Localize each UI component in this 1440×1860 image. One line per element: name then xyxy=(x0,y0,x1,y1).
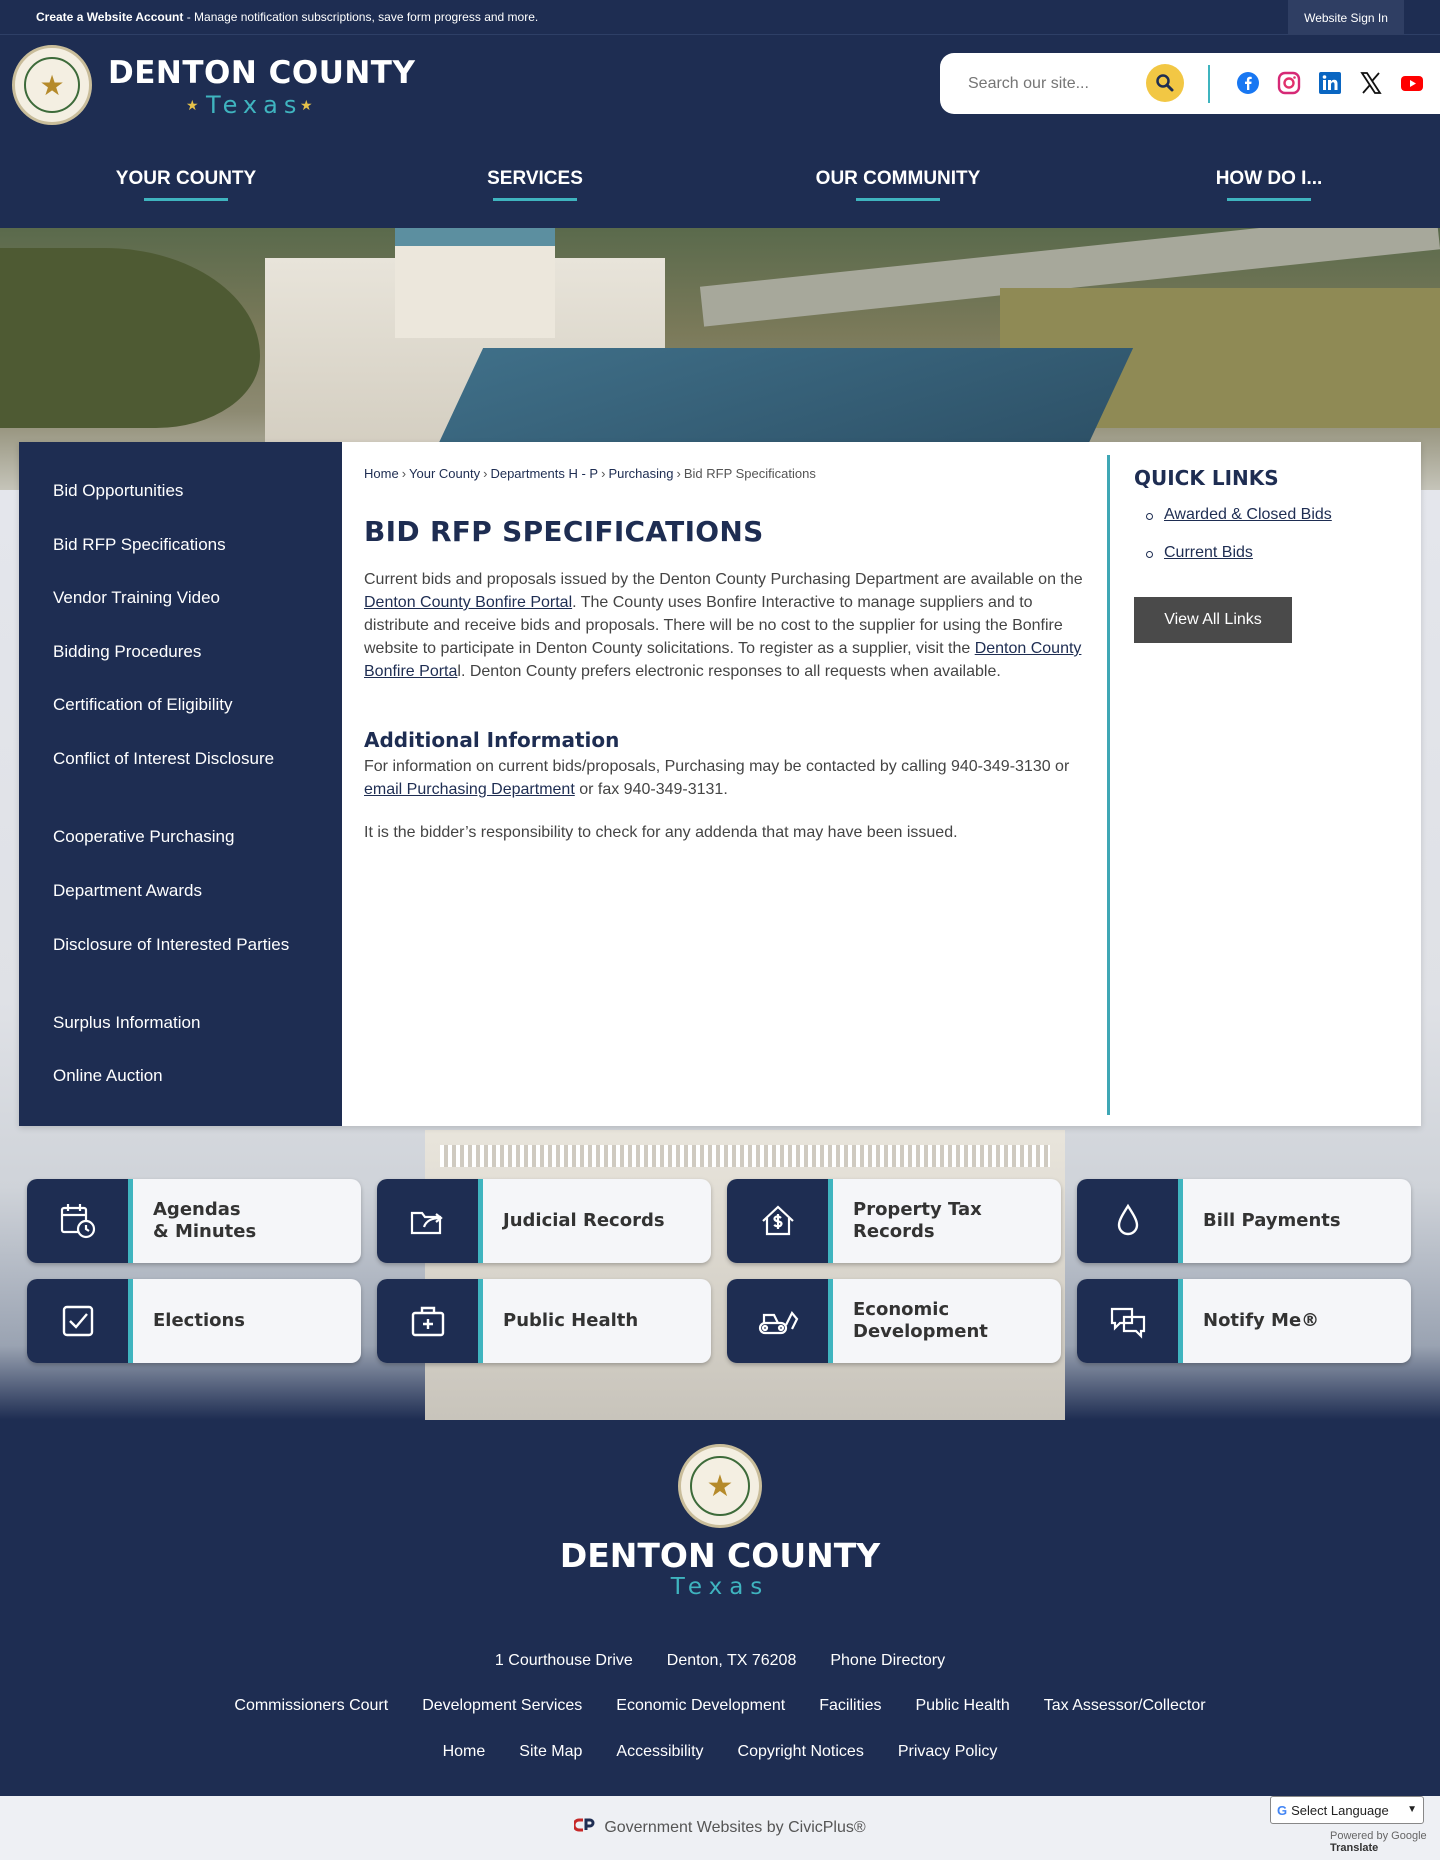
page-title: BID RFP SPECIFICATIONS xyxy=(364,515,764,548)
card-icon-box xyxy=(377,1279,483,1363)
intro-text: l. Denton County prefers electronic responses to all requests when available. xyxy=(457,663,1001,680)
footer-link-economic-development[interactable]: Economic Development xyxy=(616,1697,786,1714)
sidebar xyxy=(19,442,342,1126)
chevron-down-icon: ▼ xyxy=(1407,1804,1417,1815)
nav-label: SERVICES xyxy=(487,168,583,189)
card-icon-box xyxy=(1077,1279,1183,1363)
footer-link-tax-assessor[interactable]: Tax Assessor/Collector xyxy=(1043,1697,1206,1714)
addenda-paragraph: It is the bidder’s responsibility to check for any addenda that may have been issued. xyxy=(364,824,958,841)
card-label xyxy=(853,1279,1053,1363)
card-label xyxy=(853,1179,1053,1263)
card-icon-box xyxy=(27,1279,133,1363)
site-footer xyxy=(0,1420,1440,1796)
breadcrumb-sep: › xyxy=(401,466,407,481)
nav-your-county[interactable] xyxy=(106,168,266,201)
water-drop-icon xyxy=(1108,1201,1148,1241)
nav-our-community[interactable] xyxy=(798,168,998,201)
civicplus-logo-icon xyxy=(574,1818,596,1837)
footer-utility-row xyxy=(0,1743,1440,1761)
nav-how-do-i[interactable] xyxy=(1189,168,1349,201)
footer-site-name: DENTON COUNTY xyxy=(559,1536,881,1575)
card-notify-me[interactable] xyxy=(1077,1279,1411,1363)
star-icon: ★ xyxy=(300,97,313,113)
intro-paragraph xyxy=(364,568,1088,683)
search-icon xyxy=(1155,73,1175,93)
contact-text: For information on current bids/proposals, Purchasing may be contacted by calling 940-349-3130 or xyxy=(364,758,1070,775)
nav-label: OUR COMMUNITY xyxy=(815,168,981,189)
card-elections[interactable] xyxy=(27,1279,361,1363)
sidebar-item-cooperative-purchasing[interactable]: Cooperative Purchasing xyxy=(53,827,235,846)
card-icon-box xyxy=(377,1179,483,1263)
bonfire-portal-link-2[interactable]: Denton County Bonfire Porta xyxy=(364,640,1082,680)
footer-link-commissioners-court[interactable]: Commissioners Court xyxy=(234,1697,389,1714)
sidebar-item-bid-rfp-specifications[interactable]: Bid RFP Specifications xyxy=(53,535,226,554)
view-all-links-button[interactable]: View All Links xyxy=(1134,597,1292,643)
hero-tower xyxy=(395,228,555,338)
star-icon: ★ xyxy=(186,97,199,113)
card-label: Elections xyxy=(153,1310,246,1331)
backdrop-balustrade xyxy=(440,1145,1050,1167)
additional-info-heading: Additional Information xyxy=(364,728,620,752)
search-divider xyxy=(1208,65,1210,103)
account-message-text: - Manage notification subscriptions, save form progress and more. xyxy=(186,10,539,24)
quick-link-current-bids xyxy=(1146,544,1253,562)
card-label: Judicial Records xyxy=(503,1210,665,1231)
card-judicial-records[interactable] xyxy=(377,1179,711,1263)
contact-paragraph xyxy=(364,755,1088,801)
sign-in-button[interactable]: Website Sign In xyxy=(1288,0,1404,35)
footer-address[interactable]: 1 Courthouse Drive xyxy=(494,1652,633,1669)
card-icon-box xyxy=(27,1179,133,1263)
card-label: Notify Me® xyxy=(1203,1310,1320,1331)
card-label-line: Agendas xyxy=(153,1199,241,1220)
star-icon: ★ xyxy=(24,57,80,113)
calendar-clock-icon xyxy=(58,1201,98,1241)
google-translate-icon: G xyxy=(1277,1802,1288,1818)
card-public-health[interactable] xyxy=(377,1279,711,1363)
sidebar-item-vendor-training-video[interactable]: Vendor Training Video xyxy=(53,588,220,607)
intro-text: . The County uses Bonfire Interactive to manage suppliers and to distribute and receive bids and proposals. There will be no cost to the supplier for using the Bonfire website to participate in Denton County solicitations. To register as a supplier, visit the xyxy=(364,594,1063,657)
sidebar-item-surplus-information[interactable]: Surplus Information xyxy=(53,1013,201,1032)
breadcrumb-departments[interactable]: Departments H - P xyxy=(490,466,599,481)
quick-link-current-bids-link[interactable]: Current Bids xyxy=(1164,544,1253,561)
breadcrumb-sep: › xyxy=(483,466,488,481)
sidebar-item-department-awards[interactable]: Department Awards xyxy=(53,881,202,900)
hero-trees xyxy=(0,248,260,428)
house-dollar-icon xyxy=(758,1201,798,1241)
youtube-icon[interactable] xyxy=(1400,71,1424,95)
bottom-bar xyxy=(0,1796,1440,1860)
footer-city[interactable]: Denton, TX 76208 xyxy=(666,1652,797,1669)
breadcrumb-current: Bid RFP Specifications xyxy=(683,466,816,481)
powered-by-google xyxy=(1330,1830,1440,1854)
nav-label: HOW DO I... xyxy=(1215,168,1323,189)
quick-link-awarded-closed-bids-link[interactable]: Awarded & Closed Bids xyxy=(1164,506,1332,523)
folder-arrow-icon xyxy=(408,1201,448,1241)
site-header xyxy=(0,35,1440,228)
civicplus-credit[interactable] xyxy=(0,1818,1440,1837)
nav-underline xyxy=(856,198,940,201)
card-economic-development[interactable] xyxy=(727,1279,1061,1363)
sidebar-item-bid-opportunities[interactable]: Bid Opportunities xyxy=(53,481,184,500)
sidebar-item-conflict-of-interest[interactable]: Conflict of Interest Disclosure xyxy=(53,749,275,768)
site-state: Texas xyxy=(206,91,303,119)
medical-kit-icon xyxy=(408,1301,448,1341)
google-text: Google xyxy=(1391,1830,1427,1842)
card-bill-payments[interactable] xyxy=(1077,1179,1411,1263)
search-bar xyxy=(940,53,1440,114)
intro-text: Current bids and proposals issued by the Denton County Purchasing Department are available on the xyxy=(364,571,1083,588)
breadcrumb-sep: › xyxy=(676,466,681,481)
checkbox-icon xyxy=(58,1301,98,1341)
bonfire-portal-link[interactable]: Denton County Bonfire Portal xyxy=(364,594,573,611)
card-property-tax-records[interactable] xyxy=(727,1179,1061,1263)
breadcrumb xyxy=(364,466,816,481)
breadcrumb-purchasing[interactable]: Purchasing xyxy=(608,466,674,481)
site-name[interactable]: DENTON COUNTY xyxy=(108,55,416,91)
county-seal-logo[interactable] xyxy=(12,45,92,125)
footer-link-accessibility[interactable]: Accessibility xyxy=(616,1743,704,1760)
language-select-value: Select Language xyxy=(1291,1802,1389,1818)
card-label-line: Economic xyxy=(853,1299,950,1320)
footer-link-copyright[interactable]: Copyright Notices xyxy=(737,1743,864,1760)
breadcrumb-your-county[interactable]: Your County xyxy=(409,466,481,481)
footer-link-facilities[interactable]: Facilities xyxy=(819,1697,882,1714)
card-label-line: & Minutes xyxy=(153,1221,257,1242)
language-select[interactable] xyxy=(1270,1796,1424,1824)
sidebar-item-online-auction[interactable]: Online Auction xyxy=(53,1066,163,1085)
search-button[interactable] xyxy=(1146,64,1184,102)
card-label-line: Development xyxy=(853,1321,988,1342)
instagram-icon[interactable] xyxy=(1277,71,1301,95)
search-input[interactable] xyxy=(968,69,1148,99)
card-label-line: Property Tax xyxy=(853,1199,982,1220)
quick-link-awarded-closed-bids xyxy=(1146,506,1332,524)
card-icon-box xyxy=(727,1279,833,1363)
footer-link-home[interactable]: Home xyxy=(442,1743,486,1760)
sidebar-item-bidding-procedures[interactable]: Bidding Procedures xyxy=(53,642,202,661)
card-agendas-minutes[interactable] xyxy=(27,1179,361,1263)
footer-county-seal[interactable] xyxy=(678,1444,762,1528)
account-message xyxy=(36,10,538,24)
card-label: Bill Payments xyxy=(1203,1210,1341,1231)
x-icon[interactable] xyxy=(1359,71,1383,95)
linkedin-icon[interactable] xyxy=(1318,71,1342,95)
top-bar xyxy=(0,0,1440,35)
email-purchasing-link[interactable]: email Purchasing Department xyxy=(364,781,575,798)
nav-underline xyxy=(493,198,577,201)
bulldozer-icon xyxy=(756,1301,800,1341)
footer-link-privacy-policy[interactable]: Privacy Policy xyxy=(897,1743,998,1760)
nav-underline xyxy=(1227,198,1311,201)
footer-departments-row xyxy=(0,1697,1440,1715)
card-label: Public Health xyxy=(503,1310,639,1331)
breadcrumb-sep: › xyxy=(601,466,606,481)
breadcrumb-home[interactable]: Home xyxy=(364,466,399,481)
footer-link-development-services[interactable]: Development Services xyxy=(422,1697,583,1714)
civicplus-text: Government Websites by CivicPlus® xyxy=(604,1819,866,1836)
nav-label: YOUR COUNTY xyxy=(115,168,257,189)
card-icon-box xyxy=(727,1179,833,1263)
quick-links-title: QUICK LINKS xyxy=(1134,466,1279,490)
footer-link-site-map[interactable]: Site Map xyxy=(519,1743,583,1760)
backdrop-facade xyxy=(425,1130,1065,1420)
footer-link-public-health[interactable]: Public Health xyxy=(915,1697,1010,1714)
create-account-link[interactable]: Create a Website Account xyxy=(36,10,184,24)
nav-services[interactable] xyxy=(455,168,615,201)
footer-contact-row xyxy=(0,1652,1440,1670)
contact-text: or fax 940-349-3131. xyxy=(574,781,728,798)
footer-site-state: Texas xyxy=(670,1574,770,1600)
facebook-icon[interactable] xyxy=(1236,71,1260,95)
nav-underline xyxy=(144,198,228,201)
translate-text: Translate xyxy=(1330,1842,1379,1854)
card-icon-box xyxy=(1077,1179,1183,1263)
chat-bubbles-icon xyxy=(1108,1301,1148,1341)
star-icon: ★ xyxy=(690,1456,750,1516)
footer-phone-directory[interactable]: Phone Directory xyxy=(830,1652,946,1669)
powered-by-text: Powered by xyxy=(1330,1830,1389,1842)
sidebar-item-certification-of-eligibility[interactable]: Certification of Eligibility xyxy=(53,695,233,714)
card-label-line: Records xyxy=(853,1221,935,1242)
sidebar-item-disclosure-interested-parties[interactable]: Disclosure of Interested Parties xyxy=(53,935,290,954)
card-label xyxy=(153,1179,353,1263)
quick-links-rule xyxy=(1107,455,1110,1115)
